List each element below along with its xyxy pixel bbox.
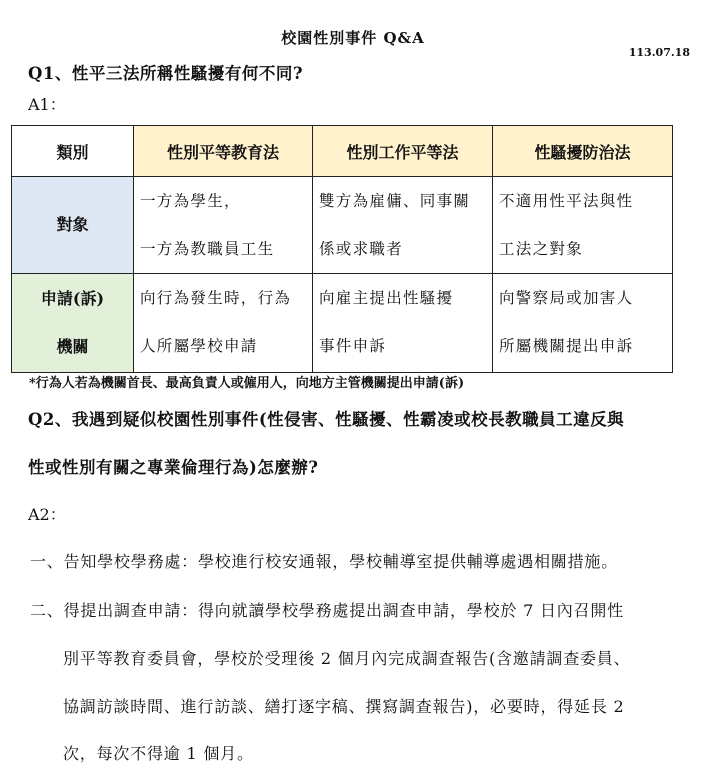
- cell-line: 工法之對象: [499, 240, 584, 258]
- row-label-line: 機關: [56, 337, 89, 356]
- table-cell: [313, 177, 493, 274]
- row-label-target: 對象: [12, 177, 134, 274]
- cell-line: 一方為學生，: [140, 192, 241, 210]
- cell-line: 一方為教職員工生: [140, 240, 275, 258]
- cell-line: 向警察局或加害人: [499, 289, 634, 307]
- table-header-row: [12, 126, 673, 177]
- answer-item-2-line: 別平等教育委員會，學校於受理後 2 個月內完成調查報告(含邀請調查委員、: [63, 649, 631, 668]
- table-row: [12, 274, 673, 373]
- table-header-cell: 性別工作平等法: [313, 126, 493, 177]
- answer-item-1: 一、告知學校學務處：學校進行校安通報，學校輔導室提供輔導處遇相關措施。: [30, 552, 619, 571]
- row-label-agency: [12, 274, 134, 373]
- table-cell: [134, 177, 313, 274]
- answer-item-2-line: 次，每次不得逾 1 個月。: [63, 744, 254, 763]
- cell-line: 人所屬學校申請: [140, 337, 258, 355]
- table-cell: [493, 274, 673, 373]
- table-header-cell: 性騷擾防治法: [493, 126, 673, 177]
- cell-line: 不適用性平法與性: [499, 192, 634, 210]
- table-row: [12, 177, 673, 274]
- table-header-cell: 性別平等教育法: [134, 126, 313, 177]
- answer-item-2-line: 協調訪談時間、進行訪談、繕打逐字稿、撰寫調查報告)，必要時，得延長 2: [63, 697, 625, 716]
- table-header-cell: 類別: [12, 126, 134, 177]
- question-2-line: Q2、我遇到疑似校園性別事件(性侵害、性騷擾、性霸凌或校長教職員工違反與: [28, 410, 625, 429]
- cell-line: 向行為發生時，行為: [140, 289, 292, 307]
- table-cell: [134, 274, 313, 373]
- row-label-line: 申請(訴): [40, 289, 105, 308]
- cell-line: 雙方為雇傭、同事關: [319, 192, 471, 210]
- answer-1-label: A1：: [28, 95, 66, 114]
- cell-line: 事件申訴: [319, 337, 387, 355]
- comparison-table: [11, 125, 673, 373]
- table-cell: [313, 274, 493, 373]
- question-2-line: 性或性別有關之專業倫理行為)怎麼辦?: [28, 458, 319, 477]
- answer-item-2-line: 二、得提出調查申請：得向就讀學校學務處提出調查申請，學校於 7 日內召開性: [30, 601, 624, 620]
- table-cell: [493, 177, 673, 274]
- cell-line: 係或求職者: [319, 240, 404, 258]
- cell-line: 向雇主提出性騷擾: [319, 289, 454, 307]
- cell-line: 所屬機關提出申訴: [499, 337, 634, 355]
- document-date: 113.07.18: [628, 46, 690, 59]
- document-title: 校園性別事件 Q&A: [281, 29, 425, 47]
- answer-2-label: A2：: [28, 505, 66, 524]
- question-1: Q1、性平三法所稱性騷擾有何不同?: [28, 64, 304, 83]
- table-footnote: *行為人若為機關首長、最高負責人或僱用人，向地方主管機關提出申請(訴): [29, 376, 465, 391]
